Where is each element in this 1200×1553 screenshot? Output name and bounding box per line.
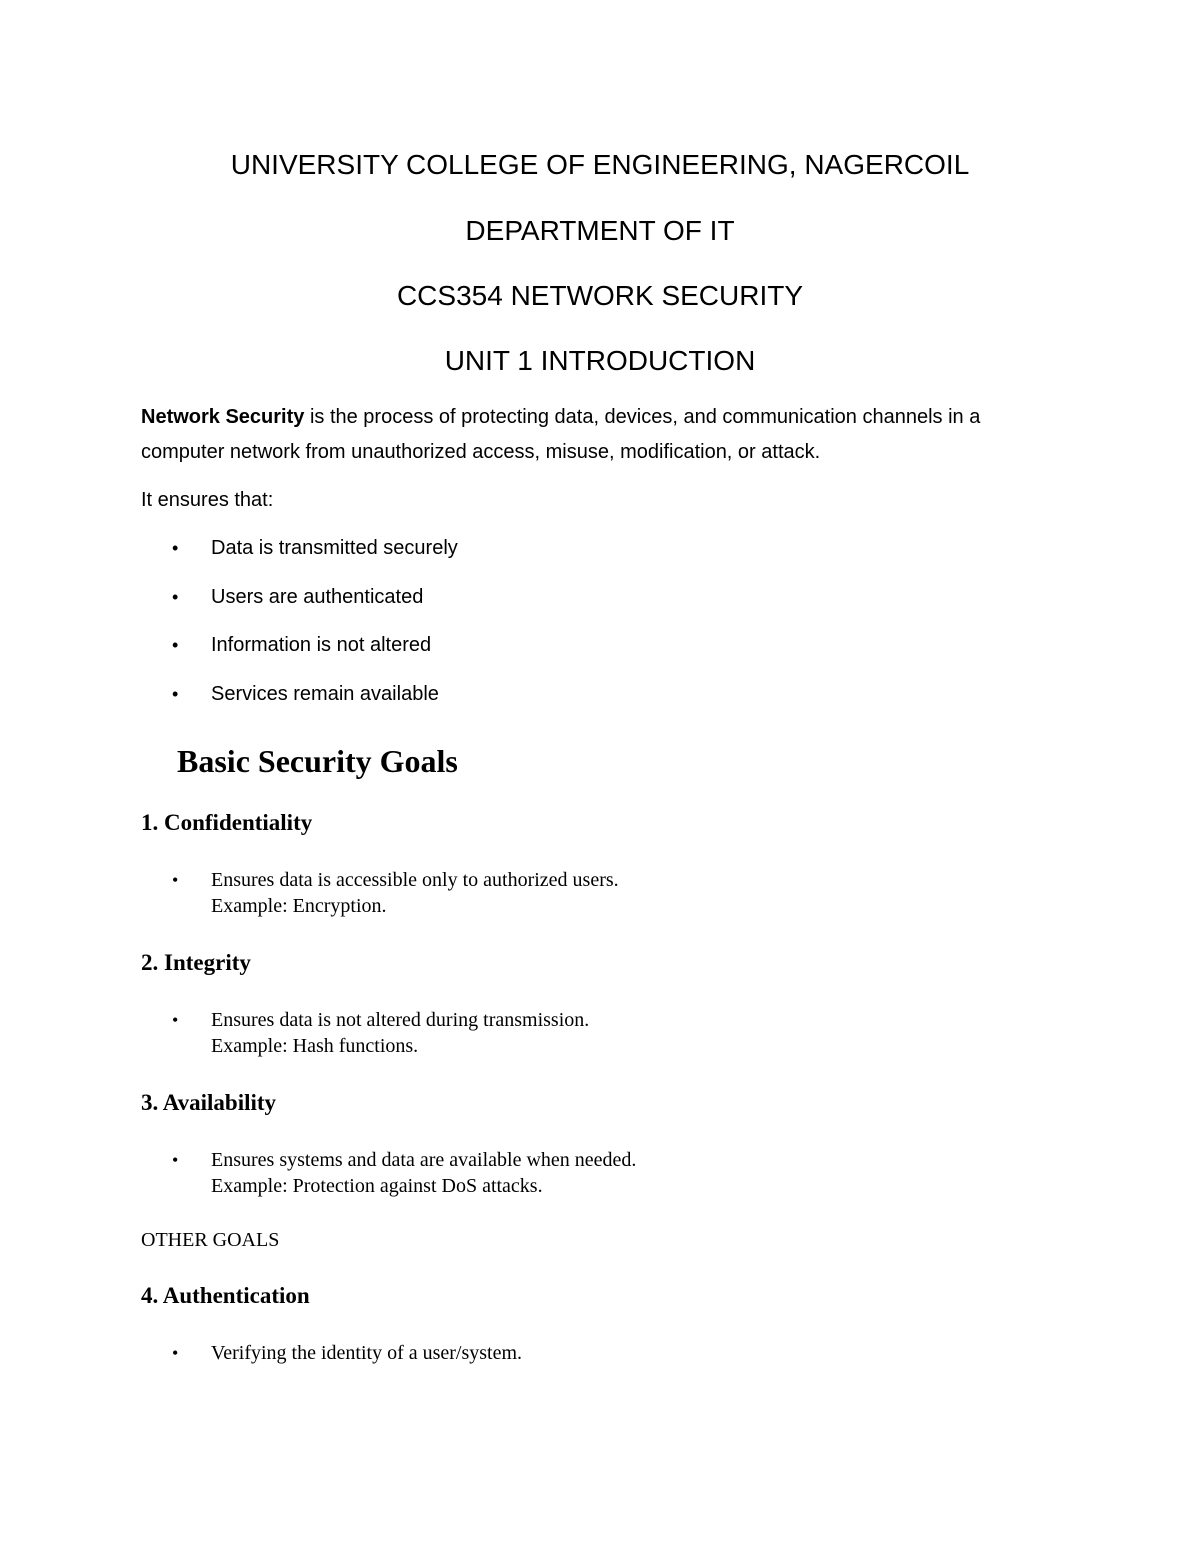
bullet-icon: • — [172, 1343, 179, 1363]
list-item-text: Information is not altered — [211, 634, 432, 656]
section-heading: Basic Security Goals — [177, 743, 458, 779]
other-goals-label: OTHER GOALS — [141, 1229, 280, 1251]
bullet-icon: • — [172, 1010, 179, 1030]
list-item-text: Data is transmitted securely — [211, 537, 458, 559]
confidentiality-heading: 1. Confidentiality — [141, 810, 313, 835]
intro-paragraph — [141, 400, 1061, 470]
ensures-label: It ensures that: — [141, 489, 274, 511]
list-item-text: Users are authenticated — [211, 586, 424, 608]
availability-text: Ensures systems and data are available when needed. — [211, 1149, 637, 1171]
bullet-icon: • — [172, 684, 179, 704]
bullet-icon: • — [172, 538, 179, 558]
department-title: DEPARTMENT OF IT — [465, 215, 735, 246]
bullet-icon: • — [172, 1150, 179, 1170]
availability-heading: 3. Availability — [141, 1090, 277, 1115]
list-item-text: Services remain available — [211, 683, 439, 705]
definition-line-2: computer network from unauthorized access, misuse, modification, or attack. — [141, 441, 821, 463]
confidentiality-example: Example: Encryption. — [211, 895, 387, 917]
bullet-icon: • — [172, 870, 179, 890]
integrity-example: Example: Hash functions. — [211, 1035, 419, 1057]
integrity-text: Ensures data is not altered during transmission. — [211, 1009, 590, 1031]
integrity-heading: 2. Integrity — [141, 950, 251, 975]
authentication-heading: 4. Authentication — [141, 1283, 310, 1308]
network-security-term: Network Security — [141, 406, 305, 428]
availability-example: Example: Protection against DoS attacks. — [211, 1175, 543, 1197]
definition-line-1 — [141, 400, 1061, 435]
course-title: CCS354 NETWORK SECURITY — [396, 280, 804, 311]
definition-text-1: is the process of protecting data, devices, and communication channels in a — [304, 406, 981, 428]
institution-title: UNIVERSITY COLLEGE OF ENGINEERING, NAGERCOIL — [230, 149, 970, 180]
unit-title: UNIT 1 INTRODUCTION — [444, 345, 756, 376]
bullet-icon: • — [172, 635, 179, 655]
authentication-text: Verifying the identity of a user/system. — [211, 1342, 523, 1364]
confidentiality-text: Ensures data is accessible only to authorized users. — [211, 869, 619, 891]
bullet-icon: • — [172, 587, 179, 607]
